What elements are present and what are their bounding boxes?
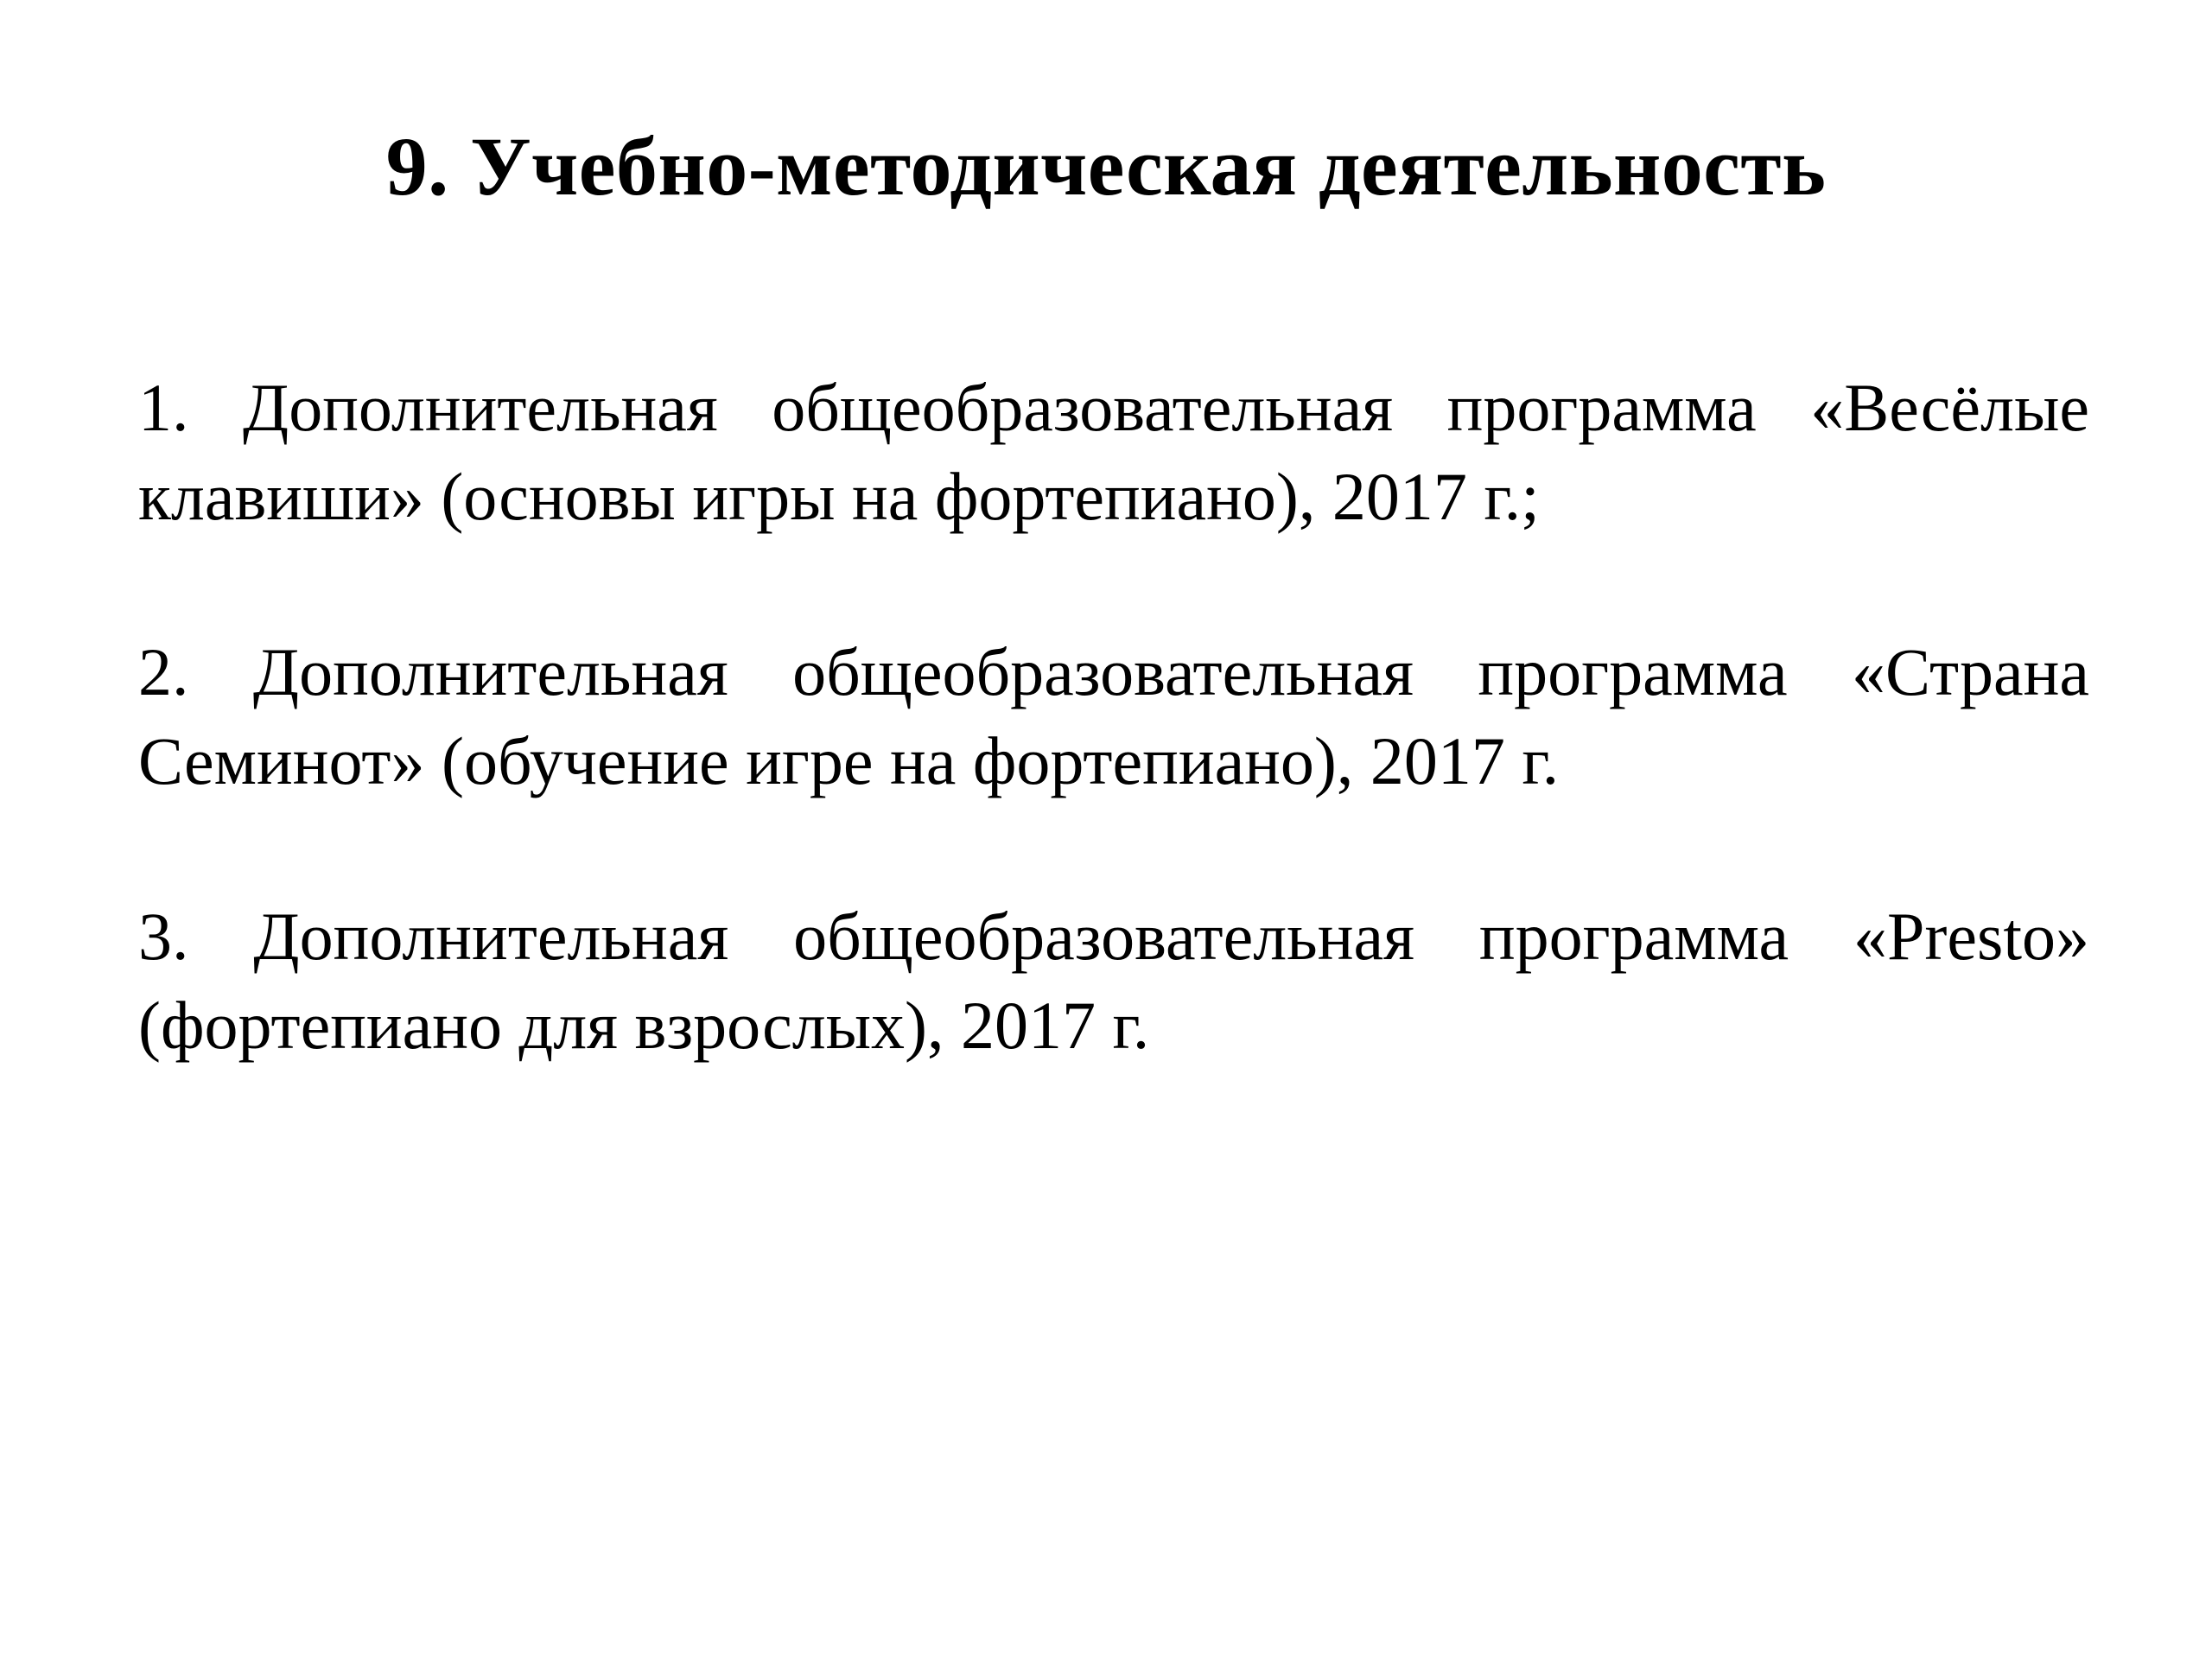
item-text: Дополнительная общеобразовательная программа «Страна Семинот» (обучение игре на фортепиано), 2017 г. xyxy=(138,634,2089,798)
list-item xyxy=(138,892,2089,1070)
slide-title: 9. Учебно-методическая деятельность xyxy=(385,120,1827,213)
item-number: 2. xyxy=(138,634,189,709)
program-list xyxy=(138,363,2089,1156)
item-text: Дополнительная общеобразовательная программа «Presto» (фортепиано для взрослых), 2017 г. xyxy=(138,899,2089,1063)
list-item xyxy=(138,363,2089,541)
item-number: 1. xyxy=(138,370,189,445)
list-item xyxy=(138,627,2089,805)
item-number: 3. xyxy=(138,899,189,974)
item-text: Дополнительная общеобразовательная программа «Весёлые клавиши» (основы игры на фортепиано), 2017 г.; xyxy=(138,370,2089,534)
